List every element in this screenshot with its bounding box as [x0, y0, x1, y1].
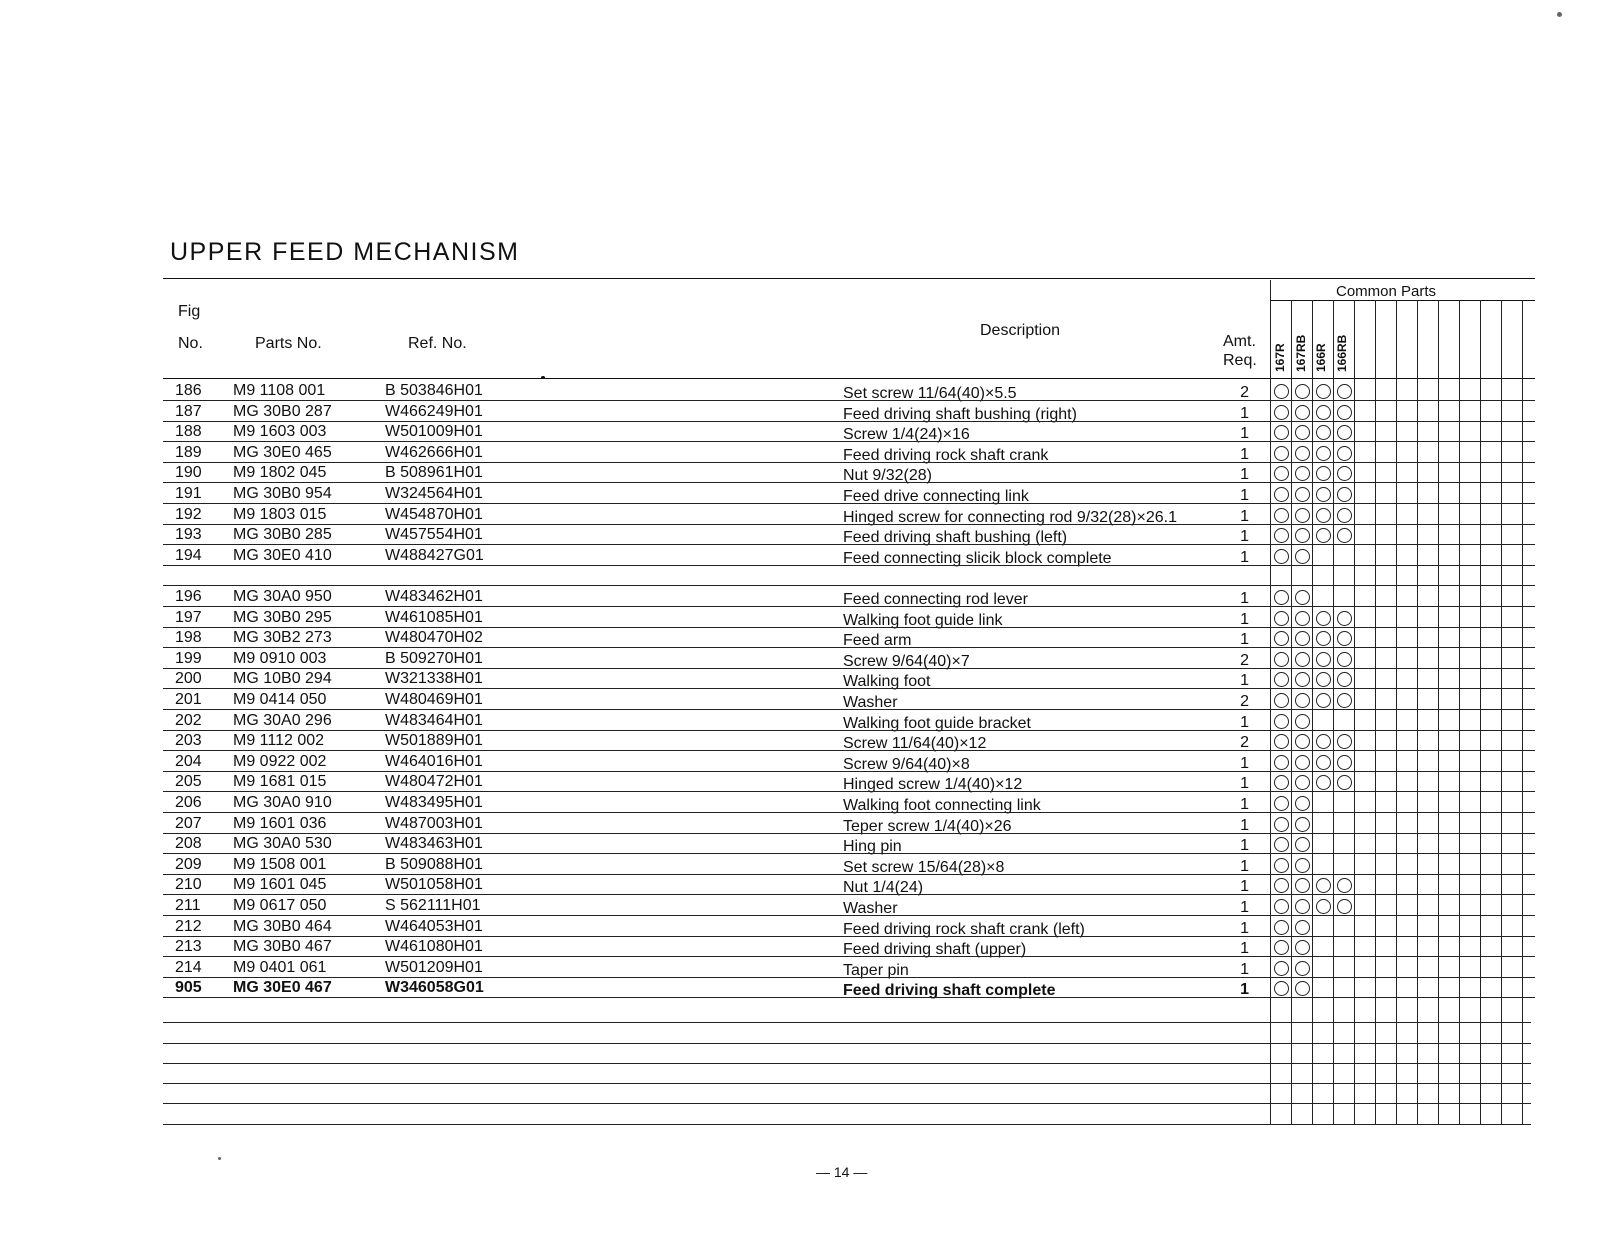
- common-part-circle-icon: [1274, 528, 1289, 543]
- fig-no: 205: [175, 773, 202, 791]
- table-row: [163, 421, 1535, 442]
- amount-req: 2: [1240, 651, 1249, 669]
- ref-no: W464016H01: [385, 752, 483, 770]
- col-167r-label: 167R: [1273, 343, 1287, 372]
- description: Teper screw 1/4(40)×26: [843, 817, 1012, 835]
- parts-no: MG 30B0 467: [233, 938, 332, 956]
- parts-no-header: Parts No.: [255, 335, 322, 352]
- parts-no: M9 1681 015: [233, 773, 327, 791]
- ref-no: W483495H01: [385, 794, 483, 811]
- fig-no: 209: [175, 855, 202, 873]
- amount-req: 1: [1240, 796, 1249, 813]
- scan-speck: [1557, 12, 1562, 17]
- amount-req: 1: [1240, 960, 1249, 978]
- common-part-circle-icon: [1316, 899, 1331, 914]
- common-part-circle-icon: [1337, 611, 1352, 626]
- fig-no: 207: [175, 814, 202, 832]
- common-part-circle-icon: [1295, 755, 1310, 770]
- ref-no: W483462H01: [385, 588, 483, 605]
- common-part-circle-icon: [1295, 611, 1310, 626]
- fig-header-1: Fig: [178, 303, 201, 320]
- ref-no: W466249H01: [385, 402, 483, 420]
- ref-no: W346058G01: [385, 979, 484, 997]
- table-row: [163, 751, 1535, 772]
- amount-req: 1: [1240, 878, 1249, 896]
- parts-no: MG 30E0 465: [233, 443, 332, 461]
- table-row: [163, 524, 1535, 545]
- common-part-circle-icon: [1295, 878, 1310, 893]
- table-row: [163, 916, 1535, 937]
- description: Walking foot connecting link: [843, 797, 1041, 814]
- fig-no: 194: [175, 546, 202, 564]
- amount-req: 1: [1240, 713, 1249, 731]
- common-part-circle-icon: [1316, 734, 1331, 749]
- ref-no: W461080H01: [385, 938, 483, 956]
- table-row: [163, 607, 1535, 628]
- common-part-circle-icon: [1295, 425, 1310, 440]
- fig-no: 208: [175, 835, 202, 853]
- description: Washer: [843, 900, 898, 917]
- common-part-circle-icon: [1274, 446, 1289, 461]
- common-part-circle-icon: [1295, 652, 1310, 667]
- common-part-circle-icon: [1295, 405, 1310, 420]
- common-part-circle-icon: [1337, 405, 1352, 420]
- description: Feed driving shaft (upper): [843, 941, 1027, 959]
- common-part-circle-icon: [1274, 837, 1289, 852]
- parts-no: MG 30A0 296: [233, 711, 332, 729]
- common-part-circle-icon: [1274, 817, 1289, 832]
- description: Feed driving shaft complete: [843, 982, 1056, 1000]
- common-part-circle-icon: [1274, 384, 1289, 399]
- common-part-circle-icon: [1274, 796, 1289, 811]
- common-part-circle-icon: [1337, 631, 1352, 646]
- ref-no: W480470H02: [385, 629, 483, 647]
- table-row: [163, 380, 1535, 401]
- common-part-circle-icon: [1337, 508, 1352, 523]
- table-row: [163, 813, 1535, 834]
- amount-req: 2: [1240, 734, 1249, 752]
- fig-no: 214: [175, 958, 202, 976]
- page-number: — 14 —: [816, 1164, 868, 1180]
- page-title: UPPER FEED MECHANISM: [170, 238, 520, 266]
- common-part-circle-icon: [1295, 384, 1310, 399]
- description: Walking foot: [843, 673, 931, 691]
- amt-header-1: Amt.: [1223, 333, 1256, 350]
- description: Walking foot guide bracket: [843, 714, 1031, 732]
- ref-no: W487003H01: [385, 814, 483, 832]
- parts-no: M9 1601 045: [233, 876, 327, 894]
- common-part-circle-icon: [1295, 796, 1310, 811]
- amount-req: 1: [1240, 404, 1249, 422]
- amount-req: 1: [1240, 425, 1249, 443]
- ref-no: W461085H01: [385, 608, 483, 626]
- fig-no: 196: [175, 588, 202, 605]
- ref-no: W464053H01: [385, 917, 483, 935]
- table-row: [163, 545, 1535, 566]
- common-part-circle-icon: [1337, 466, 1352, 481]
- parts-no: M9 0910 003: [233, 649, 327, 667]
- common-part-circle-icon: [1337, 652, 1352, 667]
- description: Screw 1/4(24)×16: [843, 426, 970, 444]
- fig-no: 199: [175, 649, 202, 667]
- common-part-circle-icon: [1295, 714, 1310, 729]
- description: Feed driving rock shaft crank (left): [843, 920, 1085, 938]
- parts-no: M9 1803 015: [233, 505, 327, 523]
- description: Hinged screw 1/4(40)×12: [843, 776, 1023, 794]
- common-part-circle-icon: [1274, 755, 1289, 770]
- common-part-circle-icon: [1274, 405, 1289, 420]
- common-part-circle-icon: [1295, 961, 1310, 976]
- parts-no: M9 1108 001: [233, 382, 326, 399]
- amount-req: 2: [1240, 384, 1249, 401]
- common-part-circle-icon: [1316, 405, 1331, 420]
- common-part-circle-icon: [1316, 528, 1331, 543]
- parts-no: MG 30A0 910: [233, 794, 332, 811]
- table-row: [163, 586, 1535, 607]
- common-part-circle-icon: [1295, 899, 1310, 914]
- ref-no: W501889H01: [385, 732, 483, 750]
- ref-no: W488427G01: [385, 546, 484, 564]
- fig-no: 189: [175, 443, 202, 461]
- table-row: [163, 648, 1535, 669]
- amount-req: 1: [1240, 610, 1249, 628]
- table-row: [163, 730, 1535, 751]
- parts-no: M9 0401 061: [233, 958, 327, 976]
- common-part-circle-icon: [1274, 508, 1289, 523]
- fig-no: 211: [175, 897, 201, 914]
- empty-row-rule: [163, 1124, 1531, 1125]
- amount-req: 1: [1240, 981, 1249, 999]
- parts-no: M9 0414 050: [233, 691, 327, 708]
- fig-no: 213: [175, 938, 202, 956]
- ref-no: S 562111H01: [385, 897, 481, 914]
- common-part-circle-icon: [1295, 528, 1310, 543]
- ref-no-header: Ref. No.: [408, 335, 467, 352]
- common-part-circle-icon: [1295, 487, 1310, 502]
- parts-no: M9 1508 001: [233, 855, 327, 873]
- common-part-circle-icon: [1274, 899, 1289, 914]
- fig-no: 206: [175, 794, 202, 811]
- common-part-circle-icon: [1295, 734, 1310, 749]
- description: Taper pin: [843, 961, 909, 979]
- common-part-circle-icon: [1337, 487, 1352, 502]
- amount-req: 2: [1240, 693, 1249, 710]
- common-part-circle-icon: [1337, 425, 1352, 440]
- common-part-circle-icon: [1274, 775, 1289, 790]
- parts-no: MG 30A0 530: [233, 835, 332, 853]
- common-part-circle-icon: [1274, 878, 1289, 893]
- common-part-circle-icon: [1337, 384, 1352, 399]
- common-part-circle-icon: [1274, 961, 1289, 976]
- amount-req: 1: [1240, 487, 1249, 504]
- table-row: [163, 565, 1535, 586]
- common-part-circle-icon: [1295, 693, 1310, 708]
- common-part-circle-icon: [1337, 528, 1352, 543]
- description: Feed drive connecting link: [843, 488, 1029, 505]
- description: Hinged screw for connecting rod 9/32(28)×26.1: [843, 508, 1177, 526]
- ref-no: W483463H01: [385, 835, 483, 853]
- ref-no: W501058H01: [385, 876, 483, 894]
- parts-no: MG 30E0 467: [233, 979, 332, 997]
- description: Nut 9/32(28): [843, 467, 932, 485]
- table-row: [163, 504, 1535, 525]
- table-row: [163, 957, 1535, 978]
- common-part-circle-icon: [1316, 508, 1331, 523]
- parts-no: M9 0617 050: [233, 897, 327, 914]
- table-row: [163, 771, 1535, 792]
- common-part-circle-icon: [1295, 549, 1310, 564]
- common-part-circle-icon: [1337, 755, 1352, 770]
- parts-no: MG 30B0 954: [233, 485, 332, 502]
- common-part-circle-icon: [1337, 693, 1352, 708]
- table-row: [163, 977, 1535, 998]
- table-row: [163, 689, 1535, 710]
- common-part-circle-icon: [1316, 755, 1331, 770]
- common-part-circle-icon: [1295, 858, 1310, 873]
- common-part-circle-icon: [1274, 549, 1289, 564]
- common-part-circle-icon: [1337, 446, 1352, 461]
- description: Feed arm: [843, 632, 912, 650]
- fig-no: 200: [175, 670, 202, 688]
- parts-no: M9 1802 045: [233, 464, 327, 482]
- common-part-circle-icon: [1295, 940, 1310, 955]
- amount-req: 1: [1240, 754, 1249, 772]
- row-rule: [163, 997, 1263, 998]
- fig-no: 193: [175, 526, 202, 544]
- amount-req: 1: [1240, 590, 1249, 607]
- fig-no: 212: [175, 917, 202, 935]
- ref-no: B 509270H01: [385, 649, 483, 667]
- common-part-circle-icon: [1274, 631, 1289, 646]
- header-top-rule: [163, 278, 1535, 279]
- table-row: [163, 874, 1535, 895]
- common-part-circle-icon: [1295, 508, 1310, 523]
- fig-no: 203: [175, 732, 202, 750]
- common-part-circle-icon: [1337, 734, 1352, 749]
- description: Feed connecting slicik block complete: [843, 549, 1112, 567]
- col-166rb-label: 166RB: [1335, 334, 1349, 372]
- common-part-circle-icon: [1316, 425, 1331, 440]
- description: Feed driving shaft bushing (left): [843, 529, 1068, 547]
- common-part-circle-icon: [1274, 590, 1289, 605]
- table-row: [163, 833, 1535, 854]
- common-part-circle-icon: [1316, 652, 1331, 667]
- common-part-circle-icon: [1295, 920, 1310, 935]
- ref-no: W501209H01: [385, 958, 483, 976]
- fig-no: 202: [175, 711, 202, 729]
- fig-no: 186: [175, 382, 202, 399]
- description: Feed driving shaft bushing (right): [843, 405, 1077, 423]
- fig-no: 190: [175, 464, 202, 482]
- common-part-circle-icon: [1295, 672, 1310, 687]
- amount-req: 1: [1240, 816, 1249, 834]
- ref-no: W501009H01: [385, 423, 483, 441]
- empty-row-rule: [163, 1103, 1531, 1104]
- amt-header-2: Req.: [1223, 352, 1257, 369]
- table-row: [163, 483, 1535, 504]
- table-row: [163, 792, 1535, 813]
- common-parts-header: Common Parts: [1336, 283, 1437, 300]
- amount-req: 1: [1240, 528, 1249, 546]
- common-part-circle-icon: [1274, 693, 1289, 708]
- parts-no: MG 30B0 287: [233, 402, 332, 420]
- row-rule: [1263, 997, 1535, 998]
- common-part-circle-icon: [1274, 466, 1289, 481]
- amount-req: 1: [1240, 507, 1249, 525]
- col-167rb-label: 167RB: [1294, 334, 1308, 372]
- common-part-circle-icon: [1316, 693, 1331, 708]
- common-part-circle-icon: [1316, 446, 1331, 461]
- description: Washer: [843, 694, 898, 711]
- table-row: [163, 854, 1535, 875]
- common-part-circle-icon: [1316, 466, 1331, 481]
- table-row: [163, 627, 1535, 648]
- description: Screw 9/64(40)×7: [843, 652, 970, 670]
- description: Nut 1/4(24): [843, 879, 924, 897]
- amount-req: 1: [1240, 857, 1249, 875]
- fig-header-2: No.: [178, 335, 203, 352]
- fig-no: 201: [175, 691, 202, 708]
- amount-req: 1: [1240, 466, 1249, 484]
- common-part-circle-icon: [1295, 837, 1310, 852]
- scan-speck: [541, 376, 545, 379]
- fig-no: 905: [175, 979, 202, 997]
- description: Screw 11/64(40)×12: [843, 735, 987, 753]
- common-part-circle-icon: [1295, 631, 1310, 646]
- common-part-circle-icon: [1337, 878, 1352, 893]
- empty-row-rule: [163, 1083, 1531, 1084]
- common-part-circle-icon: [1295, 590, 1310, 605]
- amount-req: 1: [1240, 672, 1249, 690]
- amount-req: 1: [1240, 919, 1249, 937]
- description: Walking foot guide link: [843, 611, 1003, 629]
- parts-no: MG 30B0 295: [233, 608, 332, 626]
- amount-req: 1: [1240, 631, 1249, 649]
- common-part-circle-icon: [1274, 672, 1289, 687]
- fig-no: 187: [175, 402, 202, 420]
- common-part-circle-icon: [1274, 425, 1289, 440]
- ref-no: W462666H01: [385, 443, 483, 461]
- header-bottom-rule: [163, 378, 1535, 379]
- description: Screw 9/64(40)×8: [843, 755, 970, 773]
- table-row: [163, 936, 1535, 957]
- description: Feed driving rock shaft crank: [843, 446, 1049, 464]
- parts-no: M9 0922 002: [233, 752, 327, 770]
- common-part-circle-icon: [1316, 878, 1331, 893]
- description: Set screw 15/64(28)×8: [843, 858, 1005, 876]
- common-part-circle-icon: [1316, 487, 1331, 502]
- amount-req: 1: [1240, 548, 1249, 566]
- fig-no: 210: [175, 876, 202, 894]
- common-part-circle-icon: [1295, 817, 1310, 832]
- common-part-circle-icon: [1274, 487, 1289, 502]
- ref-no: W324564H01: [385, 485, 483, 502]
- ref-no: W321338H01: [385, 670, 483, 688]
- common-part-circle-icon: [1337, 899, 1352, 914]
- common-part-circle-icon: [1274, 714, 1289, 729]
- fig-no: 191: [175, 485, 202, 502]
- table-row: [163, 710, 1535, 731]
- common-part-circle-icon: [1316, 611, 1331, 626]
- ref-no: B 509088H01: [385, 855, 483, 873]
- common-part-circle-icon: [1337, 775, 1352, 790]
- common-part-circle-icon: [1337, 672, 1352, 687]
- common-part-circle-icon: [1316, 631, 1331, 646]
- common-part-circle-icon: [1295, 981, 1310, 996]
- table-row: [163, 442, 1535, 463]
- ref-no: B 508961H01: [385, 464, 483, 482]
- parts-no: MG 30A0 950: [233, 588, 332, 605]
- description: Set screw 11/64(40)×5.5: [843, 385, 1017, 402]
- description: Hing pin: [843, 838, 902, 856]
- common-part-circle-icon: [1274, 940, 1289, 955]
- parts-no: M9 1112 002: [233, 732, 325, 750]
- fig-no: 188: [175, 423, 202, 441]
- common-part-circle-icon: [1274, 652, 1289, 667]
- common-part-circle-icon: [1295, 446, 1310, 461]
- common-parts-rule: [1270, 300, 1535, 301]
- common-part-circle-icon: [1295, 466, 1310, 481]
- parts-no: MG 30B0 464: [233, 917, 332, 935]
- ref-no: W457554H01: [385, 526, 483, 544]
- table-row: [163, 895, 1535, 916]
- empty-row-rule: [163, 1022, 1531, 1023]
- ref-no: B 503846H01: [385, 382, 483, 399]
- fig-no: 197: [175, 608, 202, 626]
- parts-no: MG 10B0 294: [233, 670, 332, 688]
- description: Feed connecting rod lever: [843, 591, 1028, 608]
- common-part-circle-icon: [1316, 775, 1331, 790]
- amount-req: 1: [1240, 445, 1249, 463]
- parts-no: MG 30B2 273: [233, 629, 332, 647]
- common-part-circle-icon: [1274, 920, 1289, 935]
- table-row: [163, 668, 1535, 689]
- fig-no: 192: [175, 505, 202, 523]
- scan-speck: [218, 1157, 221, 1160]
- common-part-circle-icon: [1274, 858, 1289, 873]
- col-166r-label: 166R: [1314, 343, 1328, 372]
- empty-row-rule: [163, 1043, 1531, 1044]
- common-part-circle-icon: [1274, 611, 1289, 626]
- parts-no: M9 1601 036: [233, 814, 327, 832]
- description-header: Description: [980, 322, 1061, 339]
- fig-no: 198: [175, 629, 202, 647]
- empty-row-rule: [163, 1063, 1531, 1064]
- parts-no: M9 1603 003: [233, 423, 327, 441]
- parts-no: MG 30E0 410: [233, 546, 332, 564]
- amount-req: 1: [1240, 899, 1249, 916]
- amount-req: 1: [1240, 940, 1249, 958]
- ref-no: W454870H01: [385, 505, 483, 523]
- common-part-circle-icon: [1274, 734, 1289, 749]
- common-part-circle-icon: [1295, 775, 1310, 790]
- ref-no: W480472H01: [385, 773, 483, 791]
- fig-no: 204: [175, 752, 202, 770]
- amount-req: 1: [1240, 775, 1249, 793]
- common-part-circle-icon: [1316, 672, 1331, 687]
- ref-no: W480469H01: [385, 691, 483, 708]
- table-row: [163, 462, 1535, 483]
- common-part-circle-icon: [1316, 384, 1331, 399]
- parts-no: MG 30B0 285: [233, 526, 332, 544]
- amount-req: 1: [1240, 837, 1249, 855]
- ref-no: W483464H01: [385, 711, 483, 729]
- table-row: [163, 401, 1535, 422]
- common-part-circle-icon: [1274, 981, 1289, 996]
